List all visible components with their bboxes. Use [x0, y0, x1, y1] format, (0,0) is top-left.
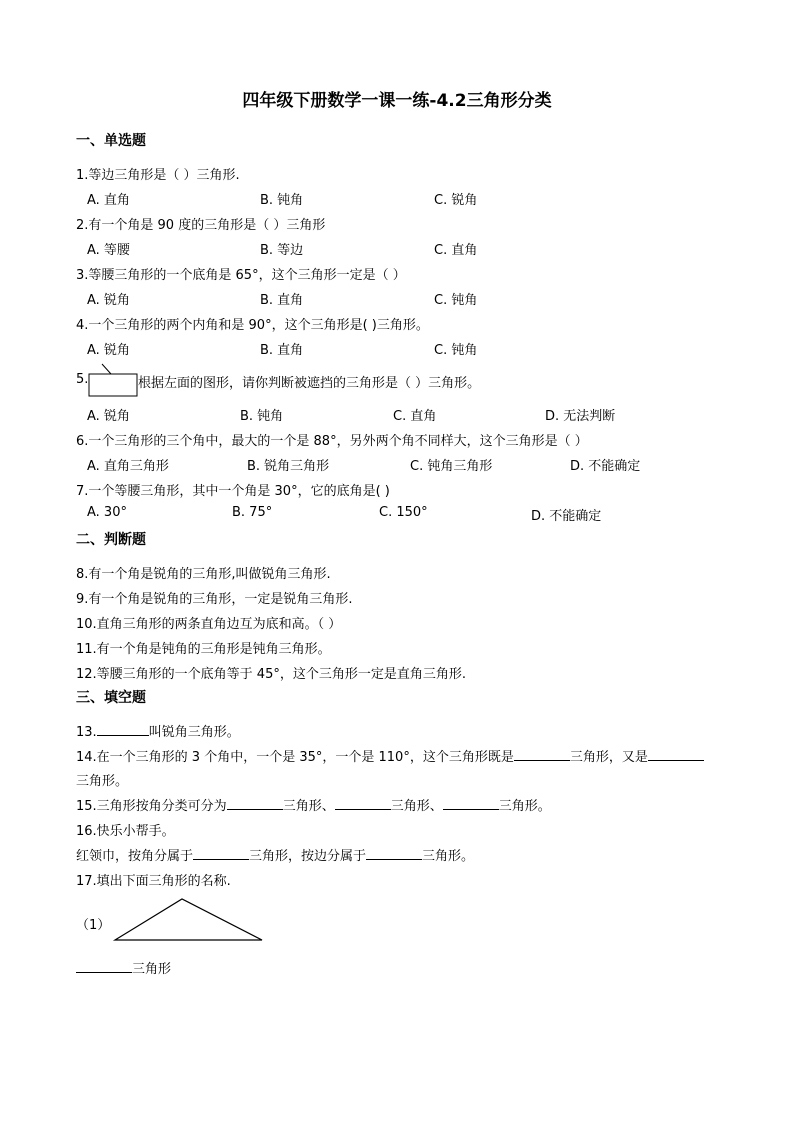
question-1: 1.等边三角形是（ ）三角形. [76, 168, 240, 183]
q15-mid-1: 三角形、 [282, 799, 335, 814]
q13-suffix: 叫锐角三角形。 [148, 725, 240, 740]
q3-option-b: B. 直角 [260, 293, 304, 308]
q6-option-c: C. 钝角三角形 [410, 459, 493, 474]
q2-option-c: C. 直角 [434, 243, 478, 258]
q15-prefix: 15.三角形按角分类可分为 [76, 799, 227, 814]
question-9: 9.有一个角是锐角的三角形，一定是锐角三角形. [76, 592, 353, 607]
q2-option-b: B. 等边 [260, 243, 304, 258]
q5-option-d: D. 无法判断 [545, 409, 616, 424]
question-16: 16.快乐小帮手。 [76, 824, 175, 839]
question-11: 11.有一个角是钝角的三角形是钝角三角形。 [76, 642, 331, 657]
q7-option-a: A. 30° [87, 505, 127, 520]
q16-answer-blank-1[interactable] [193, 847, 249, 860]
q15-answer-blank-2[interactable] [335, 797, 391, 810]
q14-answer-blank-1[interactable] [514, 748, 570, 761]
q16-answer-blank-2[interactable] [366, 847, 422, 860]
q15-answer-blank-3[interactable] [443, 797, 499, 810]
q2-option-a: A. 等腰 [87, 243, 130, 258]
question-3: 3.等腰三角形的一个底角是 65°，这个三角形一定是（ ） [76, 268, 406, 283]
q16-line-2 [76, 845, 474, 864]
question-13 [76, 721, 240, 740]
question-17: 17.填出下面三角形的名称. [76, 874, 231, 889]
q14-answer-blank-2[interactable] [648, 748, 704, 761]
question-5-number: 5. [76, 372, 89, 387]
section-heading-single-choice: 一、单选题 [76, 133, 146, 149]
q7-option-b: B. 75° [232, 505, 273, 520]
section-heading-true-false: 二、判断题 [76, 532, 146, 548]
q16-text-c: 三角形。 [422, 849, 475, 864]
question-14 [76, 746, 704, 765]
q15-mid-2: 三角形、 [390, 799, 443, 814]
q6-option-b: B. 锐角三角形 [247, 459, 330, 474]
q1-option-a: A. 直角 [87, 193, 130, 208]
section-heading-fill-blank: 三、填空题 [76, 690, 146, 706]
q3-option-c: C. 钝角 [434, 293, 478, 308]
q17-answer-line [76, 958, 171, 977]
question-15 [76, 795, 551, 814]
q6-option-d: D. 不能确定 [570, 459, 641, 474]
q17-answer-blank[interactable] [76, 960, 132, 973]
q4-option-a: A. 锐角 [87, 343, 130, 358]
question-12: 12.等腰三角形的一个底角等于 45°，这个三角形一定是直角三角形. [76, 667, 466, 682]
q15-suffix: 三角形。 [498, 799, 551, 814]
q17-sub-label: （1） [76, 918, 111, 933]
q13-answer-blank[interactable] [97, 723, 149, 736]
q3-option-a: A. 锐角 [87, 293, 130, 308]
q16-text-b: 三角形，按边分属于 [249, 849, 367, 864]
q15-answer-blank-1[interactable] [227, 797, 283, 810]
question-5: 根据左面的图形，请你判断被遮挡的三角形是（ ）三角形。 [138, 376, 481, 391]
question-10: 10.直角三角形的两条直角边互为底和高。（ ） [76, 617, 342, 632]
question-4: 4.一个三角形的两个内角和是 90°，这个三角形是( )三角形。 [76, 318, 429, 333]
q16-text-a: 红领巾，按角分属于 [76, 849, 194, 864]
q4-option-b: B. 直角 [260, 343, 304, 358]
q13-prefix: 13. [76, 725, 97, 740]
q5-option-b: B. 钝角 [240, 409, 284, 424]
q14-text-3: 三角形。 [76, 774, 129, 789]
q1-option-b: B. 钝角 [260, 193, 304, 208]
q14-text-1: 14.在一个三角形的 3 个角中，一个是 35°，一个是 110°，这个三角形既是 [76, 750, 514, 765]
q7-option-c: C. 150° [379, 505, 428, 520]
page-title: 四年级下册数学一课一练-4.2三角形分类 [242, 91, 552, 111]
q4-option-c: C. 钝角 [434, 343, 478, 358]
q5-option-a: A. 锐角 [87, 409, 130, 424]
q6-option-a: A. 直角三角形 [87, 459, 169, 474]
question-7: 7.一个等腰三角形，其中一个角是 30°，它的底角是( ) [76, 484, 390, 499]
q1-option-c: C. 锐角 [434, 193, 478, 208]
question-8: 8.有一个角是锐角的三角形,叫做锐角三角形. [76, 567, 331, 582]
q5-option-c: C. 直角 [393, 409, 437, 424]
q14-text-2: 三角形，又是 [569, 750, 648, 765]
q17-suffix: 三角形 [132, 962, 172, 977]
q5-covered-triangle-figure [86, 362, 140, 398]
question-2: 2.有一个角是 90 度的三角形是（ ）三角形 [76, 218, 326, 233]
q7-option-d: D. 不能确定 [531, 509, 602, 524]
question-6: 6.一个三角形的三个角中，最大的一个是 88°，另外两个角不同样大，这个三角形是（ ） [76, 434, 588, 449]
q17-triangle-figure [112, 896, 266, 944]
